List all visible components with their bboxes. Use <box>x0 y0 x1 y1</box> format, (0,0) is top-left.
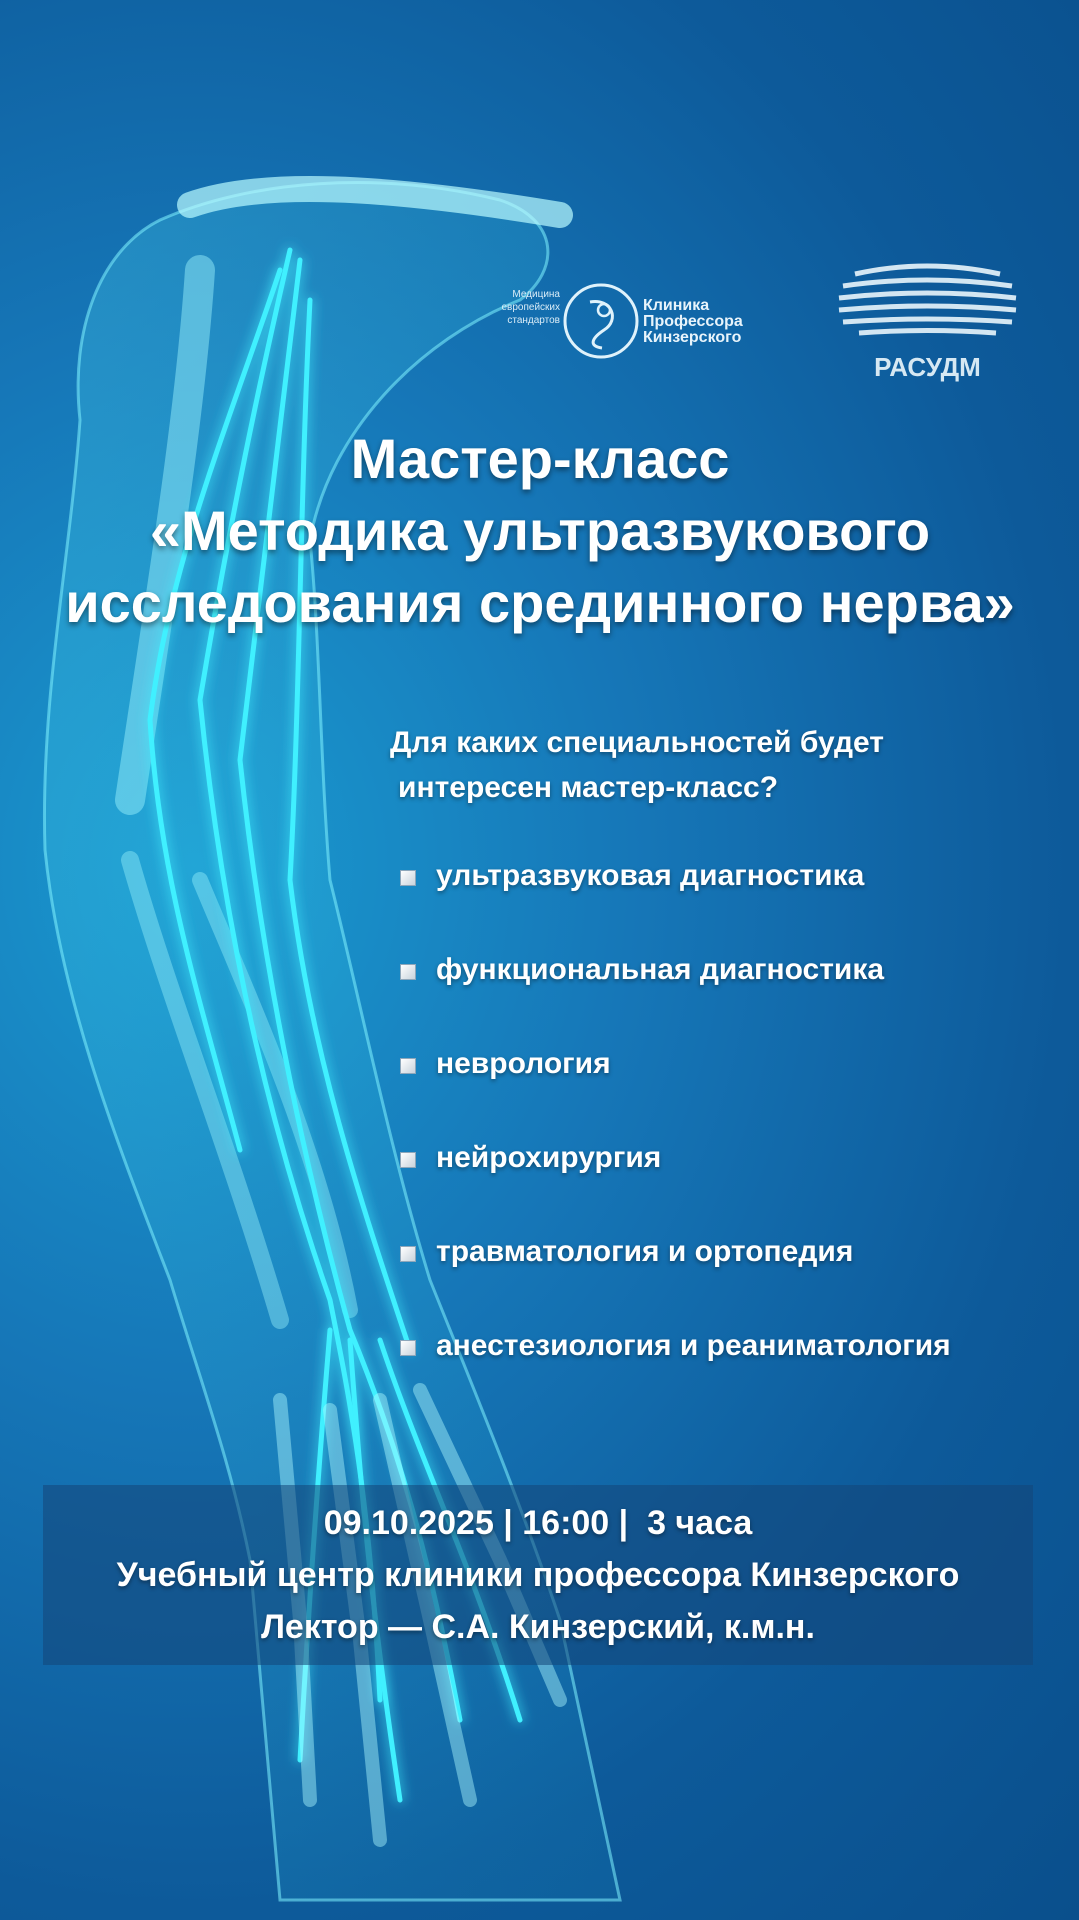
title-line: исследования срединного нерва» <box>65 571 1015 634</box>
clinic-tagline-line: стандартов <box>507 315 560 326</box>
list-item <box>400 858 1040 952</box>
audience-question <box>390 720 1030 810</box>
clinic-tagline-line: европейских <box>501 302 560 313</box>
title-line: Мастер-класс <box>350 427 730 490</box>
clinic-tagline-line: Медицина <box>512 289 560 300</box>
specialty-label: неврология <box>436 1047 611 1080</box>
clinic-name-line: Профессора <box>643 313 743 330</box>
event-schedule: 09.10.2025 | 16:00 | 3 часа <box>323 1504 753 1542</box>
specialties-list <box>400 858 1040 1422</box>
list-item <box>400 1046 1040 1140</box>
question-line: Для каких специальностей будет <box>390 726 884 759</box>
specialty-label: анестезиология и реаниматология <box>436 1329 951 1362</box>
specialty-label: травматология и ортопедия <box>436 1235 854 1268</box>
square-bullet-icon <box>400 1340 416 1356</box>
event-lecturer: Лектор — С.А. Кинзерский, к.м.н. <box>261 1608 815 1646</box>
clinic-name-line: Клиника <box>643 297 710 314</box>
square-bullet-icon <box>400 1058 416 1074</box>
square-bullet-icon <box>400 1152 416 1168</box>
square-bullet-icon <box>400 964 416 980</box>
logos-row <box>480 255 1040 385</box>
event-details <box>43 1485 1033 1665</box>
clinic-name-line: Кинзерского <box>643 329 742 346</box>
specialty-label: функциональная диагностика <box>436 953 885 986</box>
list-item <box>400 1234 1040 1328</box>
rasudm-emblem-icon <box>835 260 1020 340</box>
list-item <box>400 952 1040 1046</box>
question-line: интересен мастер-класс? <box>398 771 779 804</box>
specialty-label: ультразвуковая диагностика <box>436 859 865 892</box>
rasudm-label: РАСУДМ <box>874 352 981 382</box>
title-line: «Методика ультразвукового <box>149 499 931 562</box>
square-bullet-icon <box>400 1246 416 1262</box>
specialty-label: нейрохирургия <box>436 1141 662 1174</box>
clinic-tagline <box>480 288 560 327</box>
square-bullet-icon <box>400 870 416 886</box>
clinic-logo <box>480 270 780 350</box>
rasudm-logo <box>835 260 1020 385</box>
list-item <box>400 1328 1040 1422</box>
event-venue: Учебный центр клиники профессора Кинзерского <box>116 1556 960 1594</box>
list-item <box>400 1140 1040 1234</box>
clinic-emblem-icon <box>560 280 642 362</box>
clinic-name <box>643 298 783 346</box>
page-title <box>40 423 1040 639</box>
